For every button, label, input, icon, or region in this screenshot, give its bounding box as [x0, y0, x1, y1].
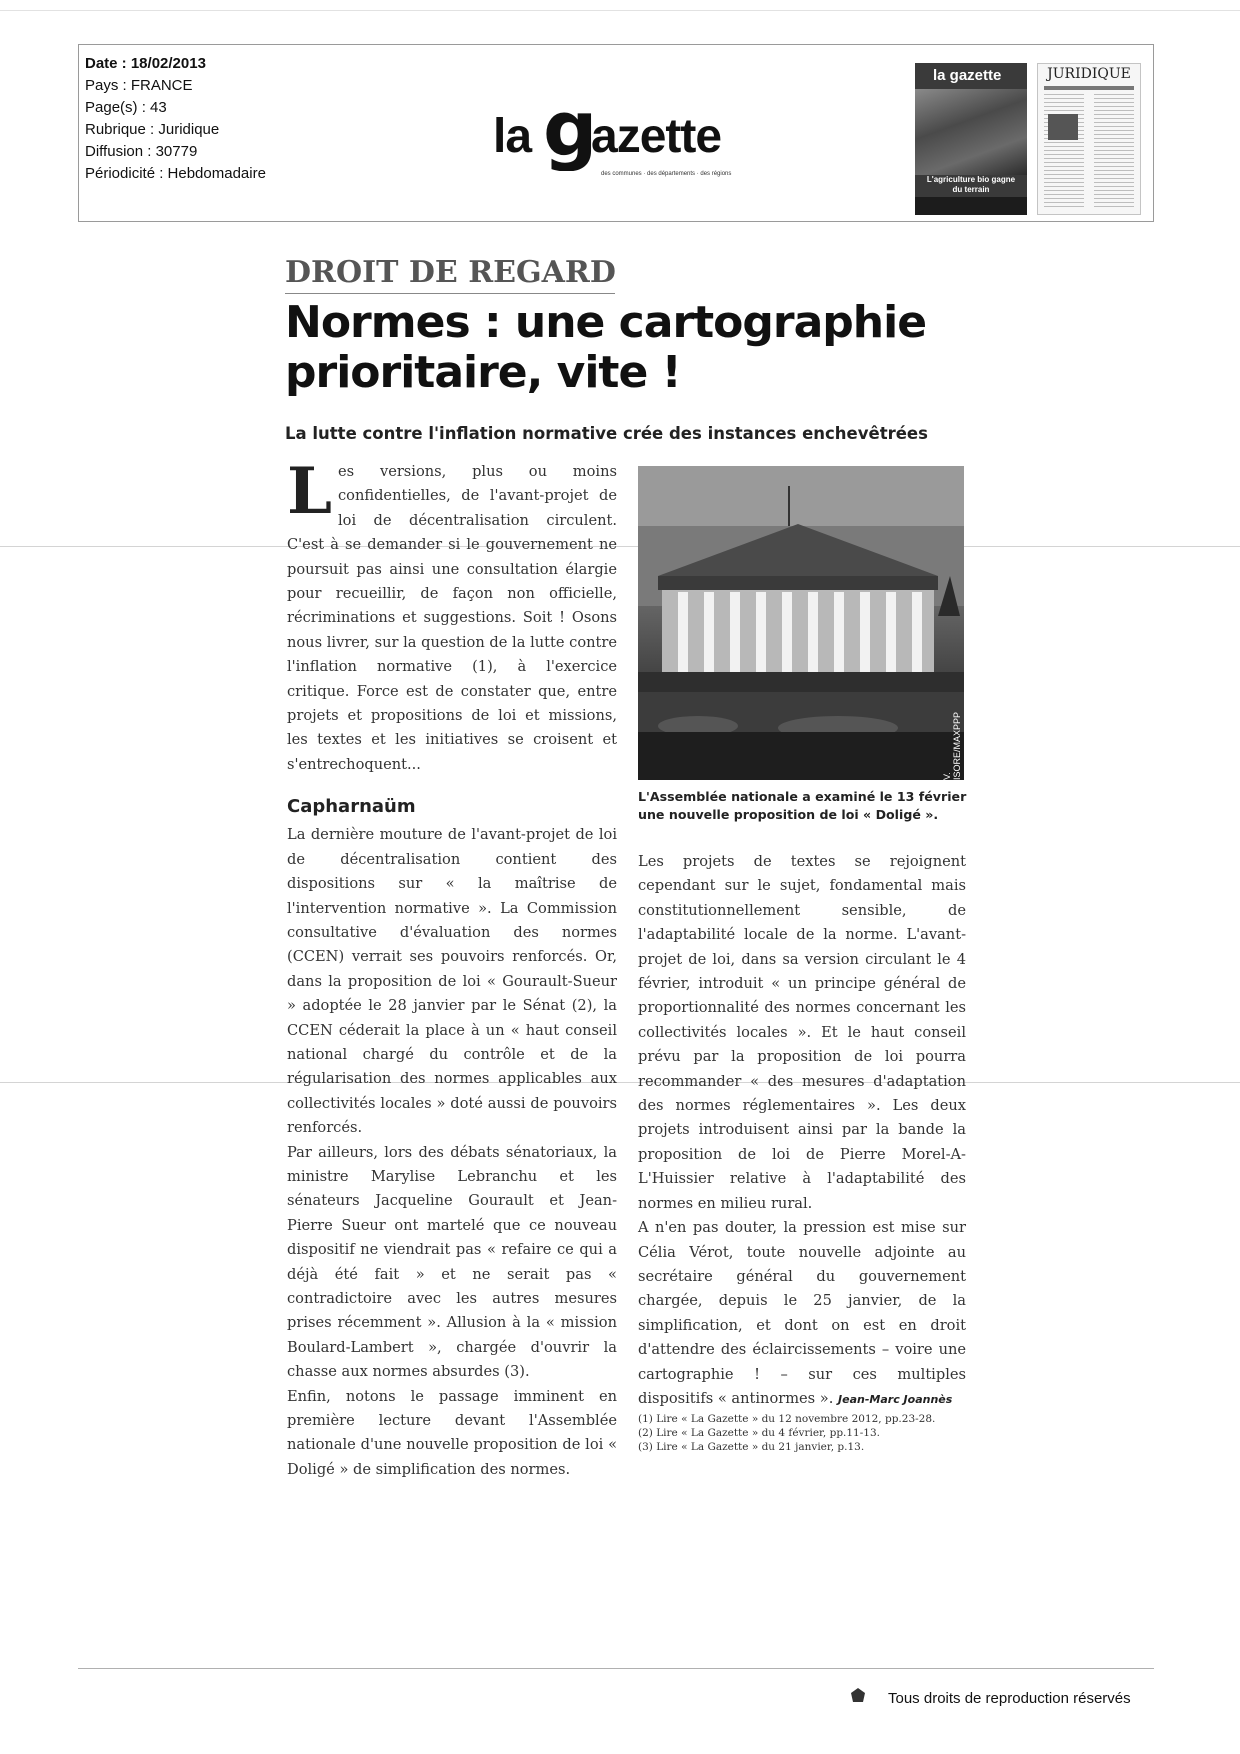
- page-thumbnail-bar: [1044, 86, 1134, 90]
- article-byline: Jean-Marc Joannès: [838, 1392, 953, 1406]
- page-thumbnail-column: [1044, 94, 1084, 210]
- page-thumbnail-column: [1094, 94, 1134, 210]
- article-kicker: DROIT DE REGARD: [285, 255, 616, 290]
- article-standfirst: La lutte contre l'inflation normative crée des instances enchevêtrées: [285, 424, 928, 443]
- kicker-underline: [285, 293, 615, 294]
- paragraph: Les projets de textes se rejoignent cependant sur le sujet, fondamental mais constitutionnellement sensible, de l'adaptabilité locale de la norme. L'avant-projet de loi, dans sa version circulant le 4 février, introduit « un principe général de proportionnalité des normes concernant les collectivités locales ». Et le haut conseil prévu par la proposition de loi pourra recommander « des mesures d'adaptation des normes réglementaires ». Les deux projets introduisent ainsi par la bande la proposition de loi de Pierre Morel-A-L'Huissier relative à l'adaptabilité des normes en milieu rural.: [638, 853, 966, 1212]
- cover-brand: la gazette: [933, 67, 1002, 84]
- paragraph: Par ailleurs, lors des débats sénatoriaux, la ministre Marylise Lebranchu et les sénateurs Jacqueline Gourault et Jean-Pierre Sueur ont martelé que ce nouveau dispositif ne viendrait pas « refaire ce qui a déjà été fait » et ne serait pas « contradictoire avec les autres mesures prises récemment ». Allusion à la « mission Boulard-Lambert », chargée d'ouvrir la chasse aux normes absurdes (3).: [287, 1143, 617, 1381]
- drop-cap: L: [287, 454, 332, 529]
- paragraph-text: A n'en pas douter, la pression est mise sur Célia Vérot, toute nouvelle adjointe au secrétaire général du gouvernement chargée, depuis le 25 janvier, de la simplification, et dont on est en droit d'attendre des éclaircissements – voire une cartographie ! – sur ces multiples dispositifs « antinormes ».: [638, 1219, 966, 1407]
- meta-frequency: Périodicité : Hebdomadaire: [85, 165, 266, 182]
- meta-pages: Page(s) : 43: [85, 99, 167, 116]
- scan-line: [0, 546, 1240, 547]
- scan-line: [0, 10, 1240, 11]
- page-thumbnail-rubric: JURIDIQUE: [1047, 66, 1131, 82]
- logo-tagline: des communes · des départements · des régions: [601, 171, 732, 177]
- copyright-mark-icon: [850, 1688, 866, 1704]
- clipping-metadata: [85, 53, 266, 185]
- footnote: (1) Lire « La Gazette » du 12 novembre 2012, pp.23-28.: [638, 1413, 936, 1425]
- paragraph: La dernière mouture de l'avant-projet de loi de décentralisation contient des dispositions sur « la maîtrise de l'intervention normative ». La Commission consultative d'évaluation des normes (CCEN) verrait ses pouvoirs renforcés. Or, dans la proposition de loi « Gourault-Sueur » adoptée le 28 janvier par le Sénat (2), la CCEN céderait la place à un « haut conseil national chargé du contrôle et de la régularisation des normes applicables aux collectivités locales » doté aussi de pouvoirs renforcés.: [287, 826, 617, 1137]
- paragraph: [638, 1216, 966, 1412]
- meta-circulation: Diffusion : 30779: [85, 143, 198, 160]
- cover-footer-strip: [915, 197, 1027, 215]
- paragraph: Enfin, notons le passage imminent en première lecture devant l'Assemblée nationale d'une nouvelle proposition de loi « Doligé » de simplification des normes.: [287, 1387, 617, 1478]
- meta-country: Pays : FRANCE: [85, 77, 193, 94]
- page-thumbnail-image: [1048, 114, 1078, 140]
- article-column-left: [287, 454, 617, 1482]
- cover-photo: [915, 89, 1027, 175]
- scan-line: [0, 1082, 1240, 1083]
- article-headline: Normes : une cartographie prioritaire, vite !: [285, 297, 927, 398]
- article-footnotes: [638, 1412, 978, 1454]
- svg-text:g: g: [543, 93, 598, 171]
- clipping-header: [78, 44, 1154, 222]
- page-thumbnail: [1037, 63, 1141, 215]
- assemblee-nationale-photo: [638, 466, 964, 780]
- photo-credit: V. ISORE/MAXPPP: [942, 711, 962, 780]
- meta-date: Date : 18/02/2013: [85, 55, 206, 72]
- photo-caption: L'Assemblée nationale a examiné le 13 février une nouvelle proposition de loi « Doligé ».: [638, 789, 967, 822]
- photo-illustration: [638, 466, 964, 780]
- footnote: (2) Lire « La Gazette » du 4 février, pp.11-13.: [638, 1427, 880, 1439]
- cover-headline: L'agriculture bio gagne du terrain: [926, 175, 1016, 194]
- section-subhead: Capharnaüm: [287, 796, 416, 818]
- rights-notice: Tous droits de reproduction réservés: [888, 1690, 1131, 1707]
- footnote: (3) Lire « La Gazette » du 21 janvier, p.13.: [638, 1441, 865, 1453]
- la-gazette-logo: la g azette des communes · des départements · des régions: [489, 79, 749, 179]
- magazine-cover-thumbnail: [915, 63, 1027, 215]
- article-column-right: [638, 850, 966, 1412]
- footer-rule: [78, 1668, 1154, 1669]
- paragraph: [287, 454, 617, 777]
- paragraph-text: es versions, plus ou moins confidentielles, de l'avant-projet de loi de décentralisation circulent. C'est à se demander si le gouvernement ne poursuit pas ainsi une consultation élargie pour recueillir, de façon non officielle, récriminations et suggestions. Soit ! Osons nous livrer, sur la question de la lutte contre l'inflation normative (1), à l'exercice critique. Force est de constater que, entre projets et propositions de loi et missions, les textes et les initiatives se croisent et s'entrechoquent...: [287, 463, 617, 773]
- meta-rubric: Rubrique : Juridique: [85, 121, 220, 138]
